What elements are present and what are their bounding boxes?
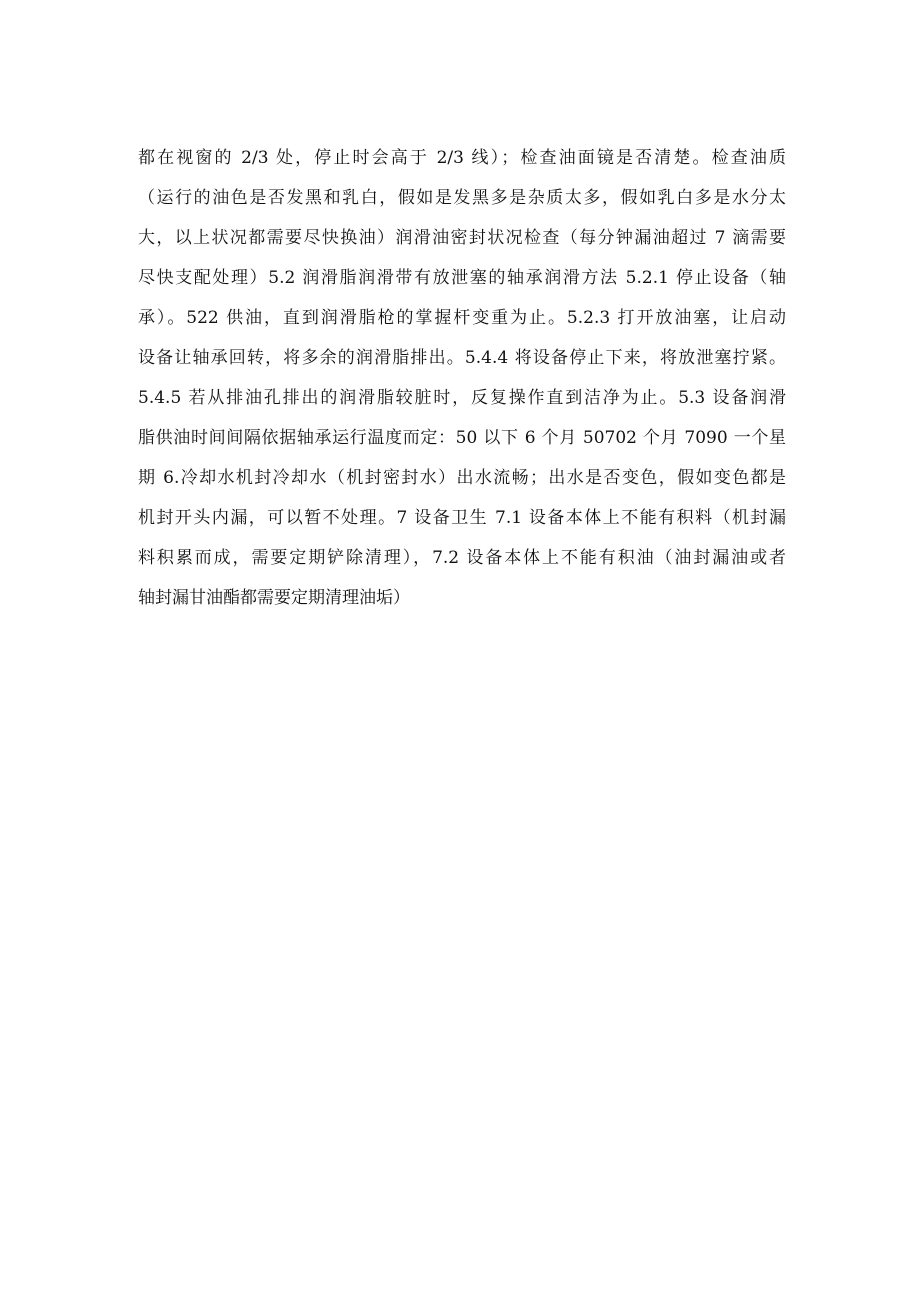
text-line-2: （运行的油色是否发黑和乳白，假如是发黑多是杂质太多，假如乳白多是水分太: [138, 188, 786, 208]
text-line-5: 承）。522 供油，直到润滑脂枪的掌握杆变重为止。5.2.3 打开放油塞，让启动: [138, 308, 786, 328]
body-paragraph: [138, 138, 786, 618]
text-line-8: 脂供油时间间隔依据轴承运行温度而定：50 以下 6 个月 50702 个月 7090 一个星: [138, 428, 786, 448]
text-line-1: 都在视窗的 2/3 处，停止时会高于 2/3 线）；检查油面镜是否清楚。检查油质: [138, 148, 786, 168]
text-line-6: 设备让轴承回转，将多余的润滑脂排出。5.4.4 将设备停止下来，将放泄塞拧紧。: [138, 348, 786, 368]
text-line-3: 大，以上状况都需要尽快换油）润滑油密封状况检查（每分钟漏油超过 7 滴需要: [138, 228, 786, 248]
text-line-4: 尽快支配处理）5.2 润滑脂润滑带有放泄塞的轴承润滑方法 5.2.1 停止设备（轴: [138, 268, 786, 288]
text-line-12: 轴封漏甘油酯都需要定期清理油垢）: [138, 588, 410, 608]
text-line-11: 料积累而成，需要定期铲除清理），7.2 设备本体上不能有积油（油封漏油或者: [138, 548, 786, 568]
text-line-9: 期 6.冷却水机封冷却水（机封密封水）出水流畅；出水是否变色，假如变色都是: [138, 468, 786, 488]
text-line-10: 机封开头内漏，可以暂不处理。7 设备卫生 7.1 设备本体上不能有积料（机封漏: [138, 508, 786, 528]
text-line-7: 5.4.5 若从排油孔排出的润滑脂较脏时，反复操作直到洁净为止。5.3 设备润滑: [138, 388, 786, 408]
